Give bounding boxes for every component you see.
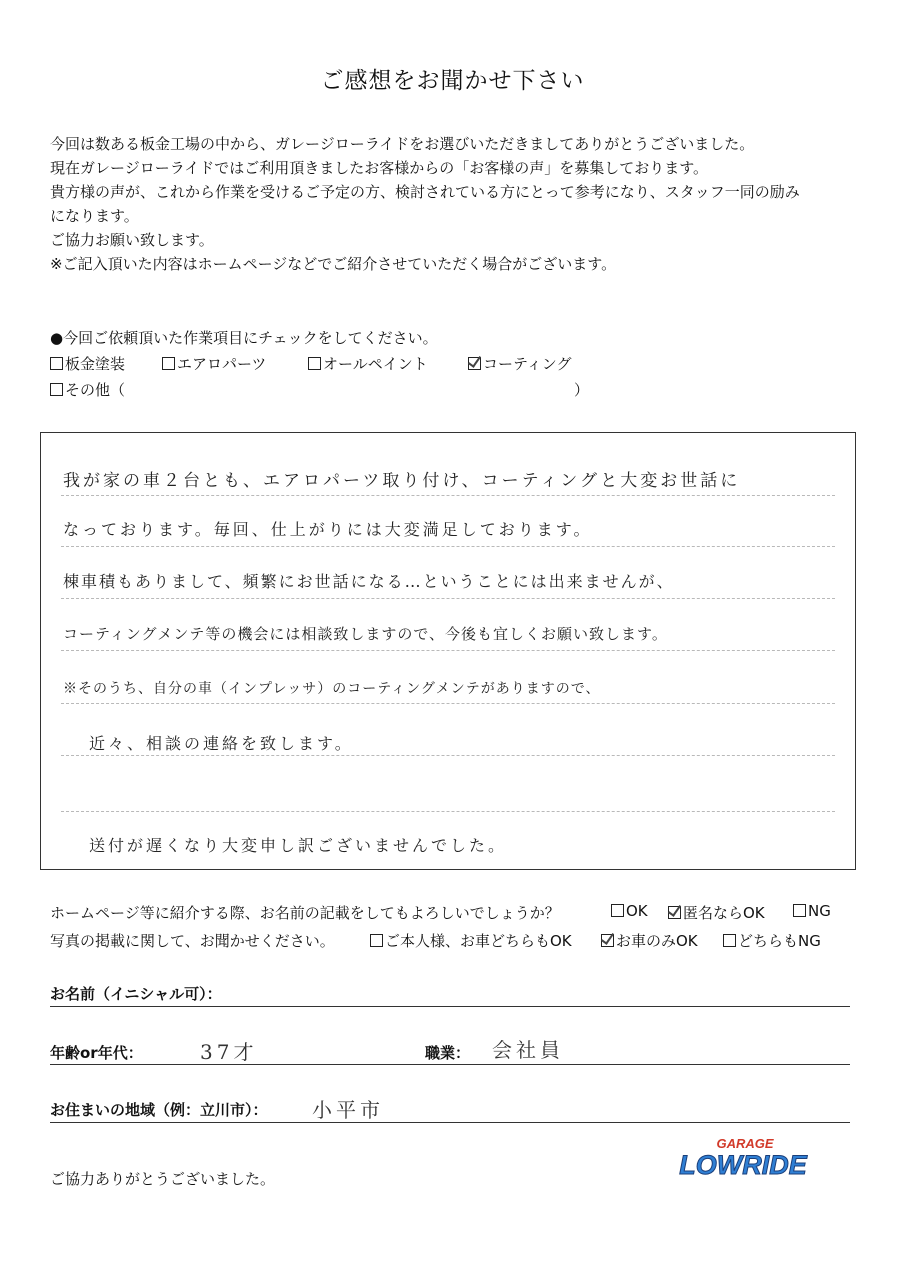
checkbox[interactable] (50, 383, 63, 396)
service-option-aero[interactable]: エアロパーツ (162, 351, 266, 377)
name-label: お名前（イニシャル可）： (50, 985, 222, 1003)
checkbox[interactable] (370, 934, 383, 947)
logo-top-text: GARAGE (716, 1136, 774, 1151)
photo-option-both[interactable]: ご本人様、お車どちらもOK (370, 930, 572, 951)
age-label: 年齢or年代： (50, 1044, 143, 1062)
checkbox-checked[interactable] (468, 357, 481, 370)
ruled-line (61, 755, 835, 756)
intro-line: ※ご記入頂いた内容はホームページなどでご紹介させていただく場合がございます。 (50, 255, 617, 273)
intro-line: になります。 (50, 207, 139, 225)
intro-line: 貴方様の声が、これから作業を受けるご予定の方、検討されている方にとって参考になり、スタッフ一同の励み (50, 183, 800, 201)
service-option-allpaint[interactable]: オールペイント (308, 351, 428, 377)
service-checklist (50, 325, 870, 403)
checkbox[interactable] (793, 904, 806, 917)
intro-line: 今回は数ある板金工場の中から、ガレージローライドをお選びいただきましてありがとうございました。 (50, 135, 755, 153)
service-options-row (50, 351, 870, 377)
homepage-option-anonymous[interactable]: 匿名ならOK (668, 902, 765, 923)
page-title: ご感想をお聞かせ下さい (320, 68, 585, 94)
checkbox[interactable] (723, 934, 736, 947)
homepage-option-ng[interactable]: NG (793, 902, 831, 920)
service-other-row (50, 377, 870, 403)
homepage-name-question: ホームページ等に紹介する際、お名前の記載をしてもよろしいでしょうか？ (50, 904, 560, 922)
ruled-line (61, 650, 835, 651)
comment-line: 我が家の車２台とも、エアロパーツ取り付け、コーティングと大変お世話に (63, 471, 741, 491)
checkbox[interactable] (162, 357, 175, 370)
ruled-line (61, 598, 835, 599)
comment-line: コーティングメンテ等の機会には相談致しますので、今後も宜しくお願い致します。 (63, 625, 668, 643)
thanks-text: ご協力ありがとうございました。 (50, 1170, 276, 1188)
comment-line: 送付が遅くなり大変申し訳ございませんでした。 (89, 836, 508, 855)
name-field[interactable] (50, 1006, 850, 1007)
ruled-line (61, 703, 835, 704)
other-close-paren: ） (574, 381, 590, 399)
homepage-option-ok[interactable]: OK (611, 902, 648, 920)
service-option-other[interactable]: その他（ (50, 377, 125, 403)
comment-line: 棟車積もありまして、頻繁にお世話になる…ということには出来ませんが、 (63, 572, 675, 591)
service-option-bankin[interactable]: 板金塗装 (50, 351, 125, 377)
ruled-line (61, 811, 835, 812)
job-value: 会社員 (492, 1038, 564, 1062)
comment-line: ※そのうち、自分の車（インプレッサ）のコーティングメンテがありますので、 (63, 681, 601, 697)
intro-text (50, 132, 870, 276)
area-label: お住まいの地域（例：立川市）： (50, 1101, 268, 1119)
comment-line: 近々、相談の連絡を致します。 (89, 734, 354, 753)
photo-question: 写真の掲載に関して、お聞かせください。 (50, 932, 335, 950)
checkbox[interactable] (611, 904, 624, 917)
comment-line: なっております。毎回、仕上がりには大変満足しております。 (63, 520, 593, 539)
checkbox-checked[interactable] (668, 906, 681, 919)
job-label: 職業： (425, 1044, 471, 1062)
photo-option-car-only[interactable]: お車のみOK (601, 930, 698, 951)
intro-line: ご協力お願い致します。 (50, 231, 214, 249)
comment-box (40, 432, 856, 870)
intro-line: 現在ガレージローライドではご利用頂きましたお客様からの「お客様の声」を募集しております。 (50, 159, 709, 177)
ruled-line (61, 546, 835, 547)
checkbox[interactable] (308, 357, 321, 370)
garage-lowride-logo (675, 1132, 815, 1184)
checkbox-checked[interactable] (601, 934, 614, 947)
area-field[interactable] (50, 1122, 850, 1123)
service-option-coating[interactable]: コーティング (468, 351, 572, 377)
service-heading: ●今回ご依頼頂いた作業項目にチェックをしてください。 (50, 329, 438, 347)
age-value: 37才 (200, 1040, 258, 1064)
area-value: 小平市 (312, 1098, 384, 1122)
checkbox[interactable] (50, 357, 63, 370)
logo-main-text: LOWRIDE (679, 1150, 807, 1180)
photo-option-neither[interactable]: どちらもNG (723, 930, 821, 951)
ruled-line (61, 495, 835, 496)
age-job-field[interactable] (50, 1064, 850, 1065)
